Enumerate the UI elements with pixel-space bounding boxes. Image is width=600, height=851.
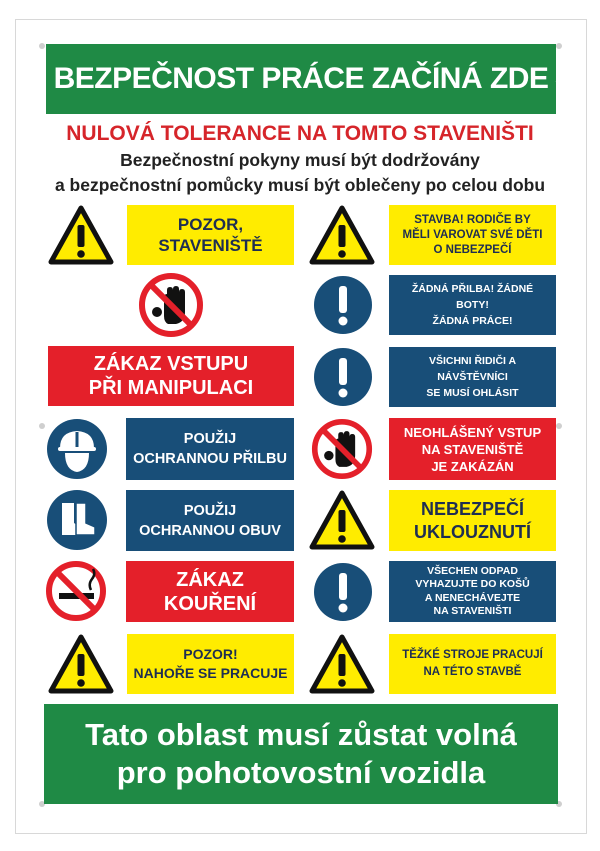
footer-line-1: Tato oblast musí zůstat volná bbox=[85, 717, 517, 752]
unannounced-entry-sign: NEOHLÁŠENÝ VSTUP NA STAVENIŠTĚ JE ZAKÁZÁN bbox=[389, 418, 556, 480]
exclamation-icon bbox=[313, 347, 373, 407]
use-helmet-sign: POUŽIJ OCHRANNOU PŘILBU bbox=[126, 418, 294, 480]
top-banner bbox=[18, 44, 584, 114]
banner-title: BEZPEČNOST PRÁCE ZAČÍNÁ ZDE bbox=[53, 62, 549, 95]
slip-hazard-sign: NEBEZPEČÍ UKLOUZNUTÍ bbox=[389, 490, 556, 551]
no-entry-hand-icon bbox=[138, 272, 204, 338]
helmet-icon bbox=[46, 418, 108, 480]
footer-line-2: pro pohotovostní vozidla bbox=[116, 755, 486, 790]
drivers-report-sign: VŠICHNI ŘIDIČI A NÁVŠTĚVNÍCI SE MUSÍ OHLÁSIT bbox=[389, 347, 556, 407]
parents-warning-sign: STAVBA! RODIČE BY MĚLI VAROVAT SVÉ DĚTI O NEBEZPEČÍ bbox=[389, 205, 556, 265]
heavy-machinery-sign: TĚŽKÉ STROJE PRACUJÍ NA TÉTO STAVBĚ bbox=[389, 634, 556, 694]
no-smoking-sign: ZÁKAZ KOUŘENÍ bbox=[126, 561, 294, 622]
checkmark-icon: ✓ bbox=[18, 57, 52, 101]
warning-triangle-icon bbox=[309, 634, 375, 694]
instruction-line-1: Bezpečnostní pokyny musí být dodržovány bbox=[120, 150, 480, 170]
no-entry-handling-sign: ZÁKAZ VSTUPU PŘI MANIPULACI bbox=[48, 346, 294, 406]
screw-hole bbox=[556, 43, 562, 49]
screw-hole bbox=[556, 423, 562, 429]
checkmark-icon: ✓ bbox=[550, 57, 584, 101]
safety-boots-icon bbox=[46, 489, 108, 551]
warning-triangle-icon bbox=[48, 205, 114, 265]
no-helmet-no-work-sign: ŽÁDNÁ PŘILBA! ŽÁDNÉ BOTY! ŽÁDNÁ PRÁCE! bbox=[389, 275, 556, 335]
use-boots-sign: POUŽIJ OCHRANNOU OBUV bbox=[126, 490, 294, 551]
exclamation-icon bbox=[313, 562, 373, 622]
warning-triangle-icon bbox=[309, 490, 375, 550]
instruction-line-2: a bezpečnostní pomůcky musí být oblečeny po celou dobu bbox=[54, 175, 546, 195]
no-entry-hand-icon bbox=[311, 418, 373, 480]
work-above-sign: POZOR! NAHOŘE SE PRACUJE bbox=[127, 634, 294, 694]
caution-construction-sign: POZOR, STAVENIŠTĚ bbox=[127, 205, 294, 265]
bottom-banner bbox=[44, 704, 558, 804]
warning-triangle-icon bbox=[48, 634, 114, 694]
warning-triangle-icon bbox=[309, 205, 375, 265]
screw-hole bbox=[39, 43, 45, 49]
no-smoking-icon bbox=[45, 560, 107, 622]
zero-tolerance-heading: NULOVÁ TOLERANCE NA TOMTO STAVENIŠTI bbox=[66, 122, 534, 145]
screw-hole bbox=[39, 423, 45, 429]
waste-bins-sign: VŠECHEN ODPAD VYHAZUJTE DO KOŠŮ A NENECHÁVEJTE NA STAVENIŠTI bbox=[389, 561, 556, 622]
exclamation-icon bbox=[313, 275, 373, 335]
